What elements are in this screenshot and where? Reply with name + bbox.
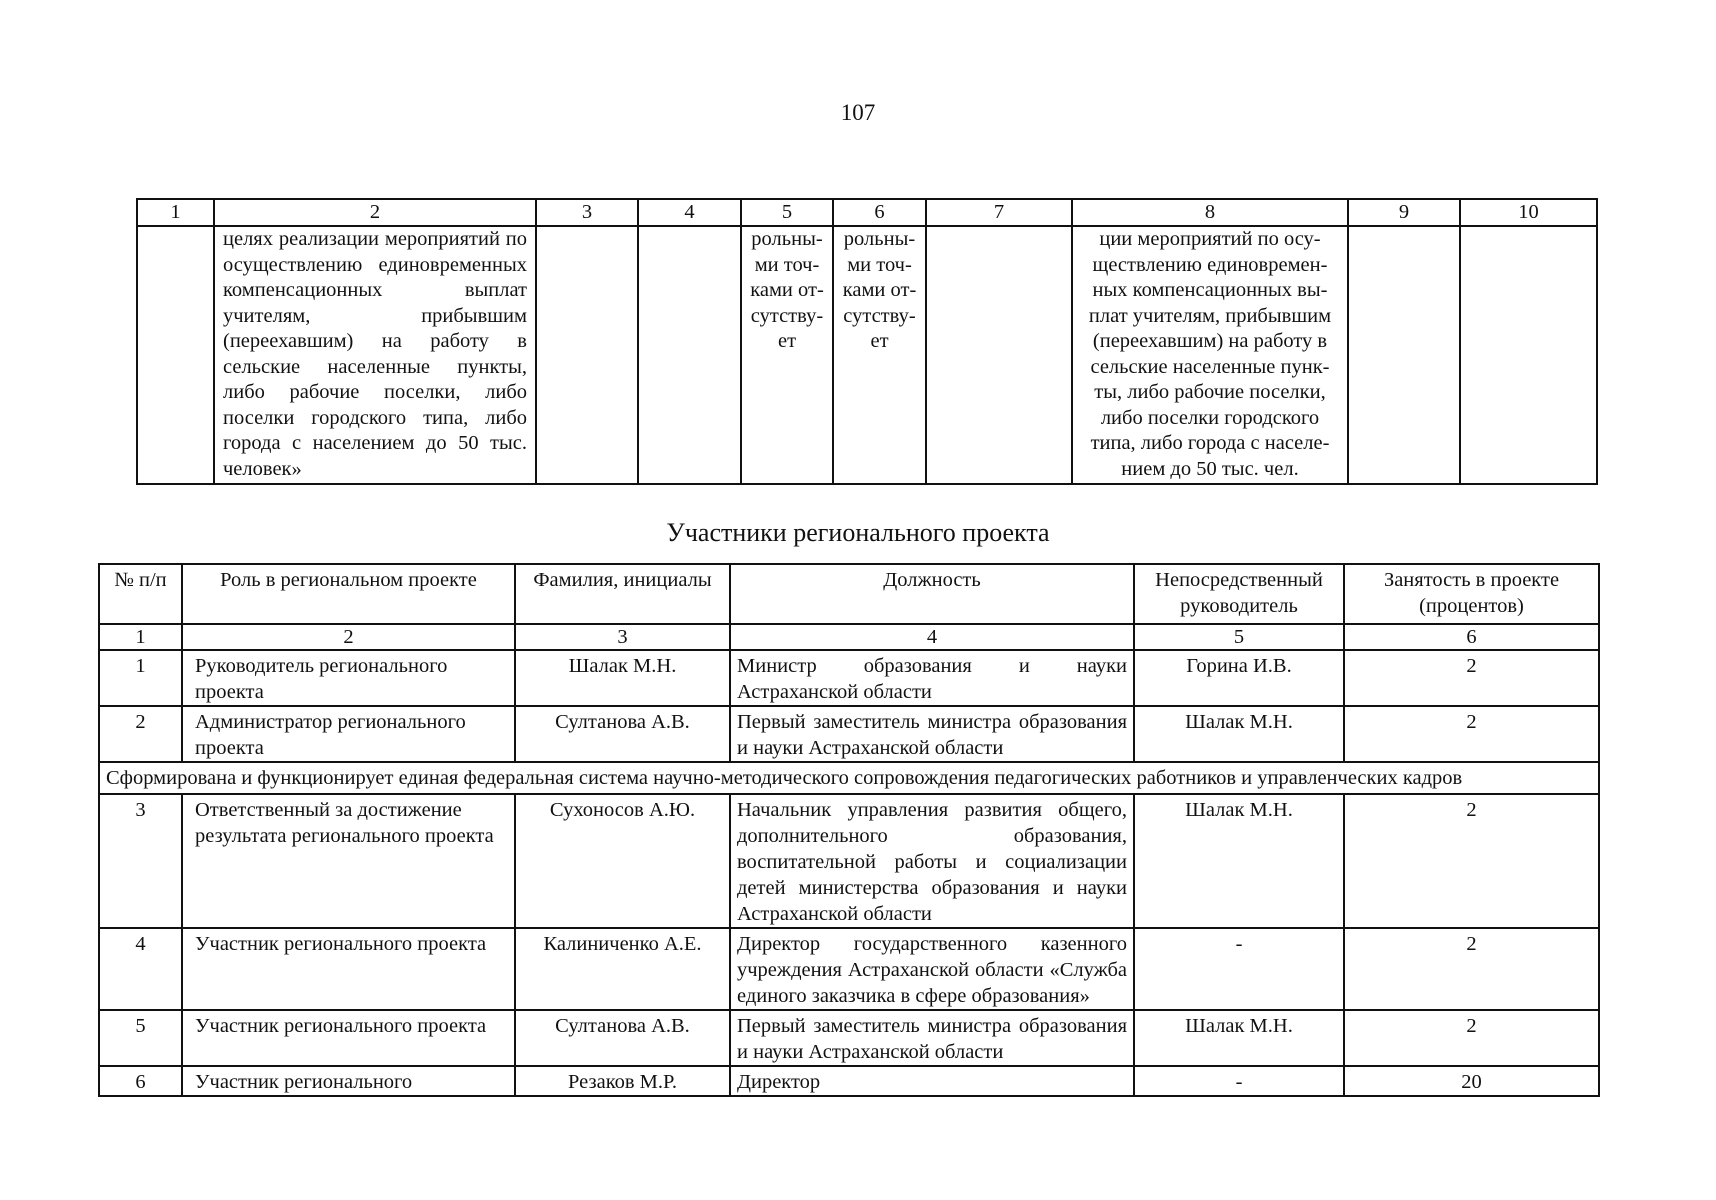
section-title: Участники регионального проекта xyxy=(666,518,1050,547)
table-row xyxy=(99,706,1599,762)
row-role: Участник регионального проекта xyxy=(182,1010,515,1066)
table-cell-description: целях реализации мероприятий по осуществлению единовременных компенсационных выплат учителям, прибывшим (переехавшим) на работу в сельские населенные пункты, либо рабочие поселки, либо поселки городского типа, либо города с населением до 50 тыс. человек» xyxy=(214,226,536,484)
row-name: Резаков М.Р. xyxy=(515,1066,730,1096)
header-num: № п/п xyxy=(99,564,182,624)
row-num: 1 xyxy=(99,650,182,706)
continuation-table xyxy=(136,198,1598,485)
row-supervisor: Горина И.В. xyxy=(1134,650,1344,706)
column-number: 7 xyxy=(926,199,1072,226)
column-number: 5 xyxy=(1134,624,1344,650)
row-num: 3 xyxy=(99,794,182,928)
row-num: 2 xyxy=(99,706,182,762)
page-number: 107 xyxy=(840,100,876,125)
column-number-row xyxy=(99,624,1599,650)
row-role: Администратор регионального проекта xyxy=(182,706,515,762)
column-number: 9 xyxy=(1348,199,1460,226)
column-number: 2 xyxy=(182,624,515,650)
column-number: 8 xyxy=(1072,199,1348,226)
table-cell xyxy=(638,226,741,484)
table-row xyxy=(137,226,1597,484)
row-name: Султанова А.В. xyxy=(515,1010,730,1066)
table-row xyxy=(99,1010,1599,1066)
header-position: Должность xyxy=(730,564,1134,624)
column-number: 1 xyxy=(137,199,214,226)
row-name: Калиниченко А.Е. xyxy=(515,928,730,1010)
row-position: Начальник управления развития общего, дополнительного образования, воспитательной работы и социализации детей министерства образования и науки Астраханской области xyxy=(730,794,1134,928)
column-number: 5 xyxy=(741,199,833,226)
row-supervisor: Шалак М.Н. xyxy=(1134,1010,1344,1066)
header-role: Роль в региональном проекте xyxy=(182,564,515,624)
column-number: 4 xyxy=(638,199,741,226)
table-cell xyxy=(926,226,1072,484)
row-num: 5 xyxy=(99,1010,182,1066)
participants-table xyxy=(98,563,1600,1097)
row-name: Султанова А.В. xyxy=(515,706,730,762)
row-supervisor: - xyxy=(1134,928,1344,1010)
row-employment: 2 xyxy=(1344,794,1599,928)
row-employment: 2 xyxy=(1344,1010,1599,1066)
column-number: 10 xyxy=(1460,199,1597,226)
table-row xyxy=(99,794,1599,928)
table-row xyxy=(99,650,1599,706)
row-employment: 20 xyxy=(1344,1066,1599,1096)
column-number: 6 xyxy=(833,199,926,226)
table-cell xyxy=(536,226,638,484)
column-number: 6 xyxy=(1344,624,1599,650)
column-number: 4 xyxy=(730,624,1134,650)
row-num: 4 xyxy=(99,928,182,1010)
column-number: 3 xyxy=(536,199,638,226)
row-role: Участник регионального xyxy=(182,1066,515,1096)
table-row xyxy=(99,928,1599,1010)
column-number: 3 xyxy=(515,624,730,650)
table-cell xyxy=(137,226,214,484)
row-position: Первый заместитель министра образования и науки Астраханской области xyxy=(730,706,1134,762)
row-num: 6 xyxy=(99,1066,182,1096)
row-employment: 2 xyxy=(1344,928,1599,1010)
row-position: Директор государственного казенного учреждения Астраханской области «Служба единого заказчика в сфере образования» xyxy=(730,928,1134,1010)
row-role: Участник регионального проекта xyxy=(182,928,515,1010)
group-title-row xyxy=(99,762,1599,794)
header-employment: Занятость в проекте (процентов) xyxy=(1344,564,1599,624)
row-position: Первый заместитель министра образования и науки Астраханской области xyxy=(730,1010,1134,1066)
row-supervisor: - xyxy=(1134,1066,1344,1096)
row-position: Директор xyxy=(730,1066,1134,1096)
table-cell: ции мероприятий по осу- ществлению единовремен- ных компенсационных вы- плат учителям, прибывшим (переехавшим) на работу в сельские населенные пунк- ты, либо рабочие поселки, либо поселки городского типа, либо города с населе- нием до 50 тыс. чел. xyxy=(1072,226,1348,484)
row-supervisor: Шалак М.Н. xyxy=(1134,794,1344,928)
column-number: 2 xyxy=(214,199,536,226)
table-row xyxy=(99,1066,1599,1096)
row-position: Министр образования и науки Астраханской области xyxy=(730,650,1134,706)
table-cell xyxy=(1348,226,1460,484)
row-employment: 2 xyxy=(1344,650,1599,706)
row-name: Сухоносов А.Ю. xyxy=(515,794,730,928)
table-cell: рольны- ми точ- ками от- сутству- ет xyxy=(833,226,926,484)
row-supervisor: Шалак М.Н. xyxy=(1134,706,1344,762)
row-employment: 2 xyxy=(1344,706,1599,762)
row-name: Шалак М.Н. xyxy=(515,650,730,706)
row-role: Ответственный за достижение результата регионального проекта xyxy=(182,794,515,928)
table-cell xyxy=(1460,226,1597,484)
column-number: 1 xyxy=(99,624,182,650)
header-row xyxy=(99,564,1599,624)
row-role: Руководитель регионального проекта xyxy=(182,650,515,706)
group-title: Сформирована и функционирует единая федеральная система научно-методического сопровождения педагогических работников и управленческих кадров xyxy=(99,762,1599,794)
column-number-row xyxy=(137,199,1597,226)
header-name: Фамилия, инициалы xyxy=(515,564,730,624)
header-supervisor: Непосредственный руководитель xyxy=(1134,564,1344,624)
table-cell: рольны- ми точ- ками от- сутству- ет xyxy=(741,226,833,484)
